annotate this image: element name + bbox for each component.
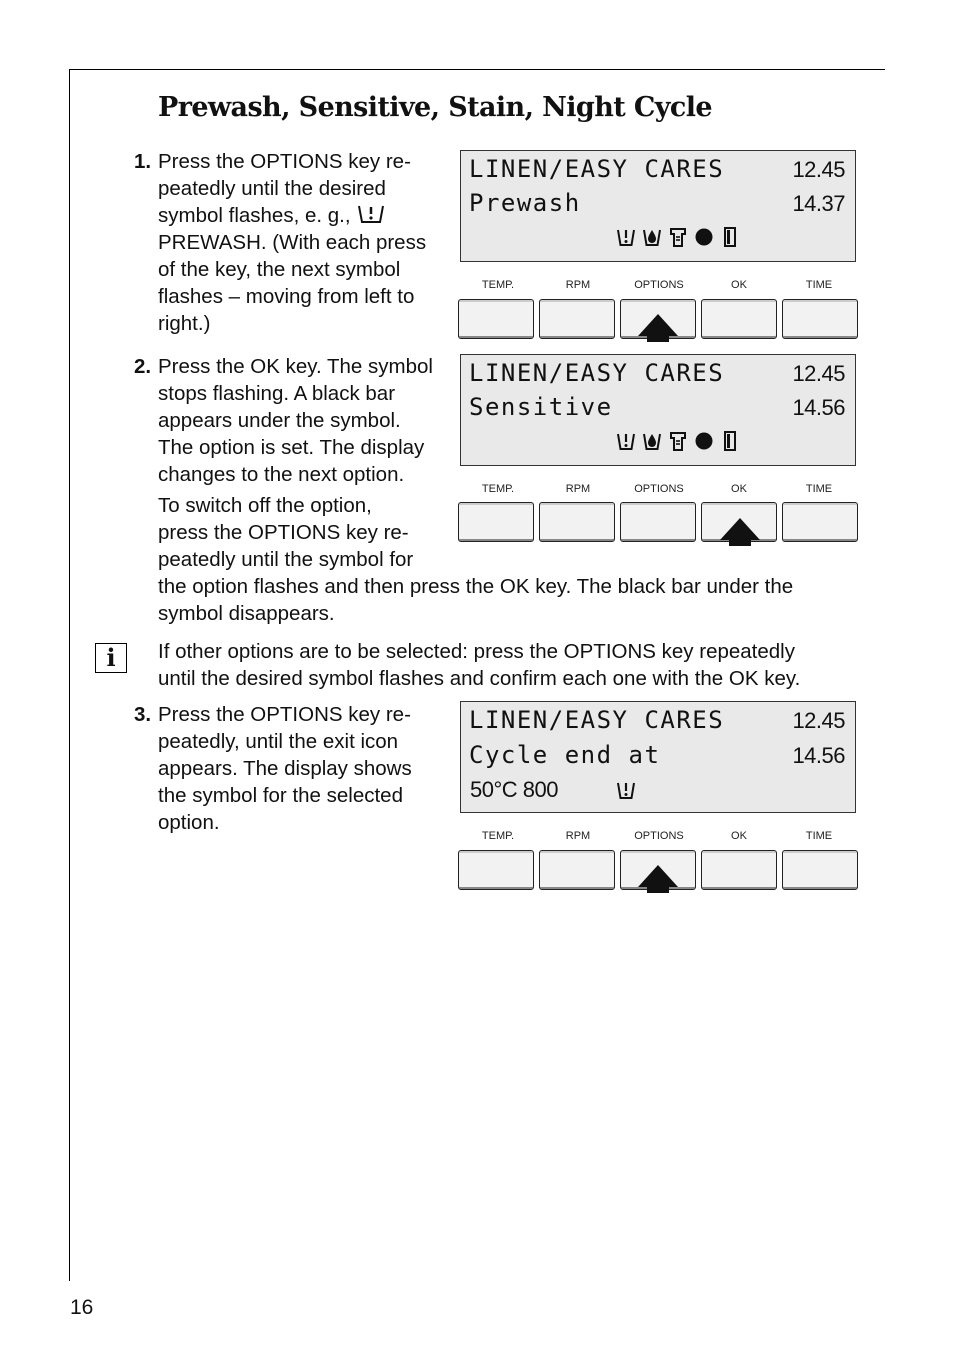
top-rule <box>69 69 885 70</box>
step-line: symbol flashes, e. g., <box>158 202 426 229</box>
info-icon: i <box>95 643 127 673</box>
exit-icon <box>719 226 741 248</box>
display-status: Cycle end at <box>469 741 661 769</box>
key-label-temp: TEMP. <box>481 279 515 291</box>
time-key[interactable] <box>782 299 858 339</box>
step-1 <box>134 148 427 337</box>
prewash-icon <box>356 203 386 225</box>
paragraph-line: the option flashes and then press the OK key. The black bar under the <box>158 575 794 598</box>
step-line: The option is set. The display <box>158 436 425 459</box>
step-line: flashes – moving from left to <box>158 285 415 308</box>
step-3 <box>134 701 412 836</box>
step-line: the symbol for the selected <box>158 784 403 807</box>
key-label-time: TIME <box>805 483 833 495</box>
step-number: 3. <box>134 703 152 726</box>
key-label-rpm: RPM <box>565 830 591 842</box>
ok-key[interactable] <box>701 299 777 339</box>
step-number: 2. <box>134 355 152 378</box>
step-line: of the key, the next symbol <box>158 258 401 281</box>
paragraph-line: peatedly until the symbol for <box>158 548 414 571</box>
rpm-key[interactable] <box>539 850 615 890</box>
display-3 <box>460 701 856 813</box>
temp-key[interactable] <box>458 502 534 542</box>
paragraph-line: press the OPTIONS key re- <box>158 521 409 544</box>
keypad-1 <box>458 299 860 343</box>
display-program: LINEN/EASY CARES <box>469 155 725 183</box>
key-label-temp: TEMP. <box>481 483 515 495</box>
sensitive-icon <box>667 226 689 248</box>
stain-icon <box>641 430 663 452</box>
page-number: 16 <box>70 1296 94 1319</box>
key-label-temp: TEMP. <box>481 830 515 842</box>
prewash-icon <box>615 226 637 248</box>
night-cycle-icon <box>693 226 715 248</box>
option-symbols <box>615 779 637 801</box>
step-line: changes to the next option. <box>158 463 405 486</box>
prewash-icon <box>615 430 637 452</box>
time-key[interactable] <box>782 850 858 890</box>
note-line: until the desired symbol flashes and confirm each one with the OK key. <box>158 667 801 690</box>
options-key[interactable] <box>620 502 696 542</box>
step-line: peatedly, until the exit icon <box>158 730 399 753</box>
step-line: stops flashing. A black bar <box>158 382 396 405</box>
key-label-time: TIME <box>805 279 833 291</box>
info-note <box>158 638 868 692</box>
display-time: 12.45 <box>792 708 845 733</box>
page-title: Prewash, Sensitive, Stain, Night Cycle <box>158 92 712 123</box>
exit-icon <box>719 430 741 452</box>
step-line: Press the OPTIONS key re- <box>158 150 411 173</box>
press-arrow-icon <box>638 314 678 342</box>
paragraph-line: To switch off the option, <box>158 494 372 517</box>
note-line: If other options are to be selected: press the OPTIONS key repeatedly <box>158 640 795 663</box>
display-program: LINEN/EASY CARES <box>469 706 725 734</box>
key-label-ok: OK <box>731 830 747 842</box>
key-label-options: OPTIONS <box>634 483 684 495</box>
key-label-options: OPTIONS <box>634 279 684 291</box>
temp-key[interactable] <box>458 299 534 339</box>
display-program: LINEN/EASY CARES <box>469 359 725 387</box>
step-line: Press the OPTIONS key re- <box>158 703 411 726</box>
step-line: right.) <box>158 312 211 335</box>
step-line: Press the OK key. The symbol <box>158 355 433 378</box>
rpm-key[interactable] <box>539 502 615 542</box>
key-labels <box>460 830 860 844</box>
step-line: appears. The display shows <box>158 757 412 780</box>
keypad-2 <box>458 502 860 546</box>
time-key[interactable] <box>782 502 858 542</box>
left-rule <box>69 69 70 1281</box>
step-number: 1. <box>134 150 152 173</box>
display-2 <box>460 354 856 466</box>
display-1 <box>460 150 856 262</box>
display-option: Prewash <box>469 189 581 217</box>
night-cycle-icon <box>693 430 715 452</box>
sensitive-icon <box>667 430 689 452</box>
option-symbols <box>615 226 741 248</box>
press-arrow-icon <box>638 865 678 893</box>
prewash-icon <box>615 779 637 801</box>
step-2 <box>134 353 433 488</box>
paragraph-line: symbol disappears. <box>158 602 335 625</box>
display-time: 12.45 <box>792 361 845 386</box>
key-labels <box>460 279 860 293</box>
display-time: 12.45 <box>792 157 845 182</box>
display-end-time: 14.56 <box>792 395 845 420</box>
press-arrow-icon <box>720 518 760 546</box>
rpm-key[interactable] <box>539 299 615 339</box>
step-line: PREWASH. (With each press <box>158 231 427 254</box>
display-end-time: 14.37 <box>792 191 845 216</box>
step-line: option. <box>158 811 220 834</box>
display-option: Sensitive <box>469 393 613 421</box>
step-line: peatedly until the desired <box>158 177 386 200</box>
key-labels <box>460 483 860 497</box>
key-label-rpm: RPM <box>565 483 591 495</box>
option-symbols <box>615 430 741 452</box>
key-label-options: OPTIONS <box>634 830 684 842</box>
key-label-time: TIME <box>805 830 833 842</box>
stain-icon <box>641 226 663 248</box>
temp-key[interactable] <box>458 850 534 890</box>
ok-key[interactable] <box>701 850 777 890</box>
key-label-rpm: RPM <box>565 279 591 291</box>
display-temp-rpm: 50°C 800 <box>470 777 558 802</box>
keypad-3 <box>458 850 860 894</box>
step-line: appears under the symbol. <box>158 409 401 432</box>
key-label-ok: OK <box>731 279 747 291</box>
display-end-time: 14.56 <box>792 743 845 768</box>
key-label-ok: OK <box>731 483 747 495</box>
